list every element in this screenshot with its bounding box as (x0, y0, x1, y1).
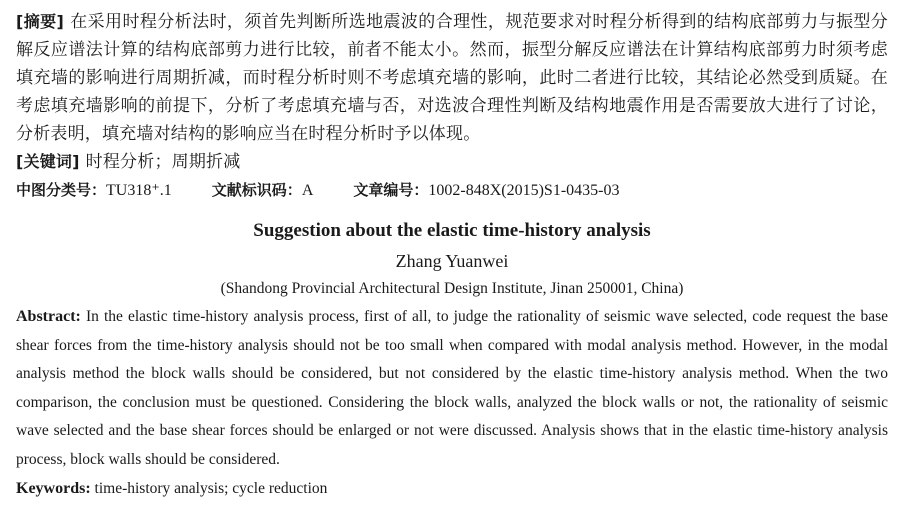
english-affiliation: (Shandong Provincial Architectural Design Institute, Jinan 250001, China) (220, 280, 684, 297)
chinese-abstract-label: [摘要] (16, 12, 65, 31)
english-abstract (16, 303, 888, 475)
document-code-label: 文献标识码： (211, 181, 302, 199)
chinese-keywords-text: 时程分析；周期折减 (85, 152, 241, 172)
english-abstract-text: In the elastic time-history analysis process, first of all, to judge the rationality of seismic wave selected, code request the base shear forces from the time-history analysis should not be too small when compared with modal analysis method. However, in the modal analysis method the block walls should be considered, but not considered by the elastic time-history analysis method. When the two comparison, the conclusion must be questioned. Considering the block walls, analyzed the block walls or not, the rationality of seismic wave selected and the base shear forces should be enlarged or not were discussed. Analysis shows that in the elastic time-history analysis process, block walls should be considered. (16, 308, 888, 468)
clc-label: 中图分类号： (16, 181, 107, 199)
english-title: Suggestion about the elastic time-history analysis (253, 220, 651, 241)
chinese-keywords-label: [关键词] (16, 152, 80, 171)
chinese-abstract-text: 在采用时程分析法时，须首先判断所选地震波的合理性，规范要求对时程分析得到的结构底部剪力与振型分解反应谱法计算的结构底部剪力进行比较，前者不能太小。然而，振型分解反应谱法在计算结构底部剪力时须考虑填充墙的影响进行周期折减，而时程分析时则不考虑填充墙的影响，此时二者进行比较，其结论必然受到质疑。在考虑填充墙影响的前提下，分析了考虑填充墙与否，对选波合理性判断及结构地震作用是否需要放大进行了讨论，分析表明，填充墙对结构的影响应当在时程分析时予以体现。 (16, 12, 888, 144)
english-keywords-text: time-history analysis; cycle reduction (94, 479, 328, 497)
clc-value: TU318⁺.1 (106, 182, 172, 199)
english-abstract-label: Abstract: (16, 308, 81, 325)
document-code-value: A (301, 182, 314, 199)
article-number-value: 1002-848X(2015)S1-0435-03 (428, 182, 620, 199)
article-number-label: 文章编号： (353, 181, 429, 199)
english-keywords-label: Keywords: (16, 479, 91, 497)
english-keywords (16, 475, 888, 503)
chinese-abstract (16, 8, 888, 148)
chinese-keywords (16, 148, 888, 176)
paper-header (16, 8, 888, 503)
english-author: Zhang Yuanwei (395, 251, 509, 271)
classification-line (16, 176, 888, 205)
